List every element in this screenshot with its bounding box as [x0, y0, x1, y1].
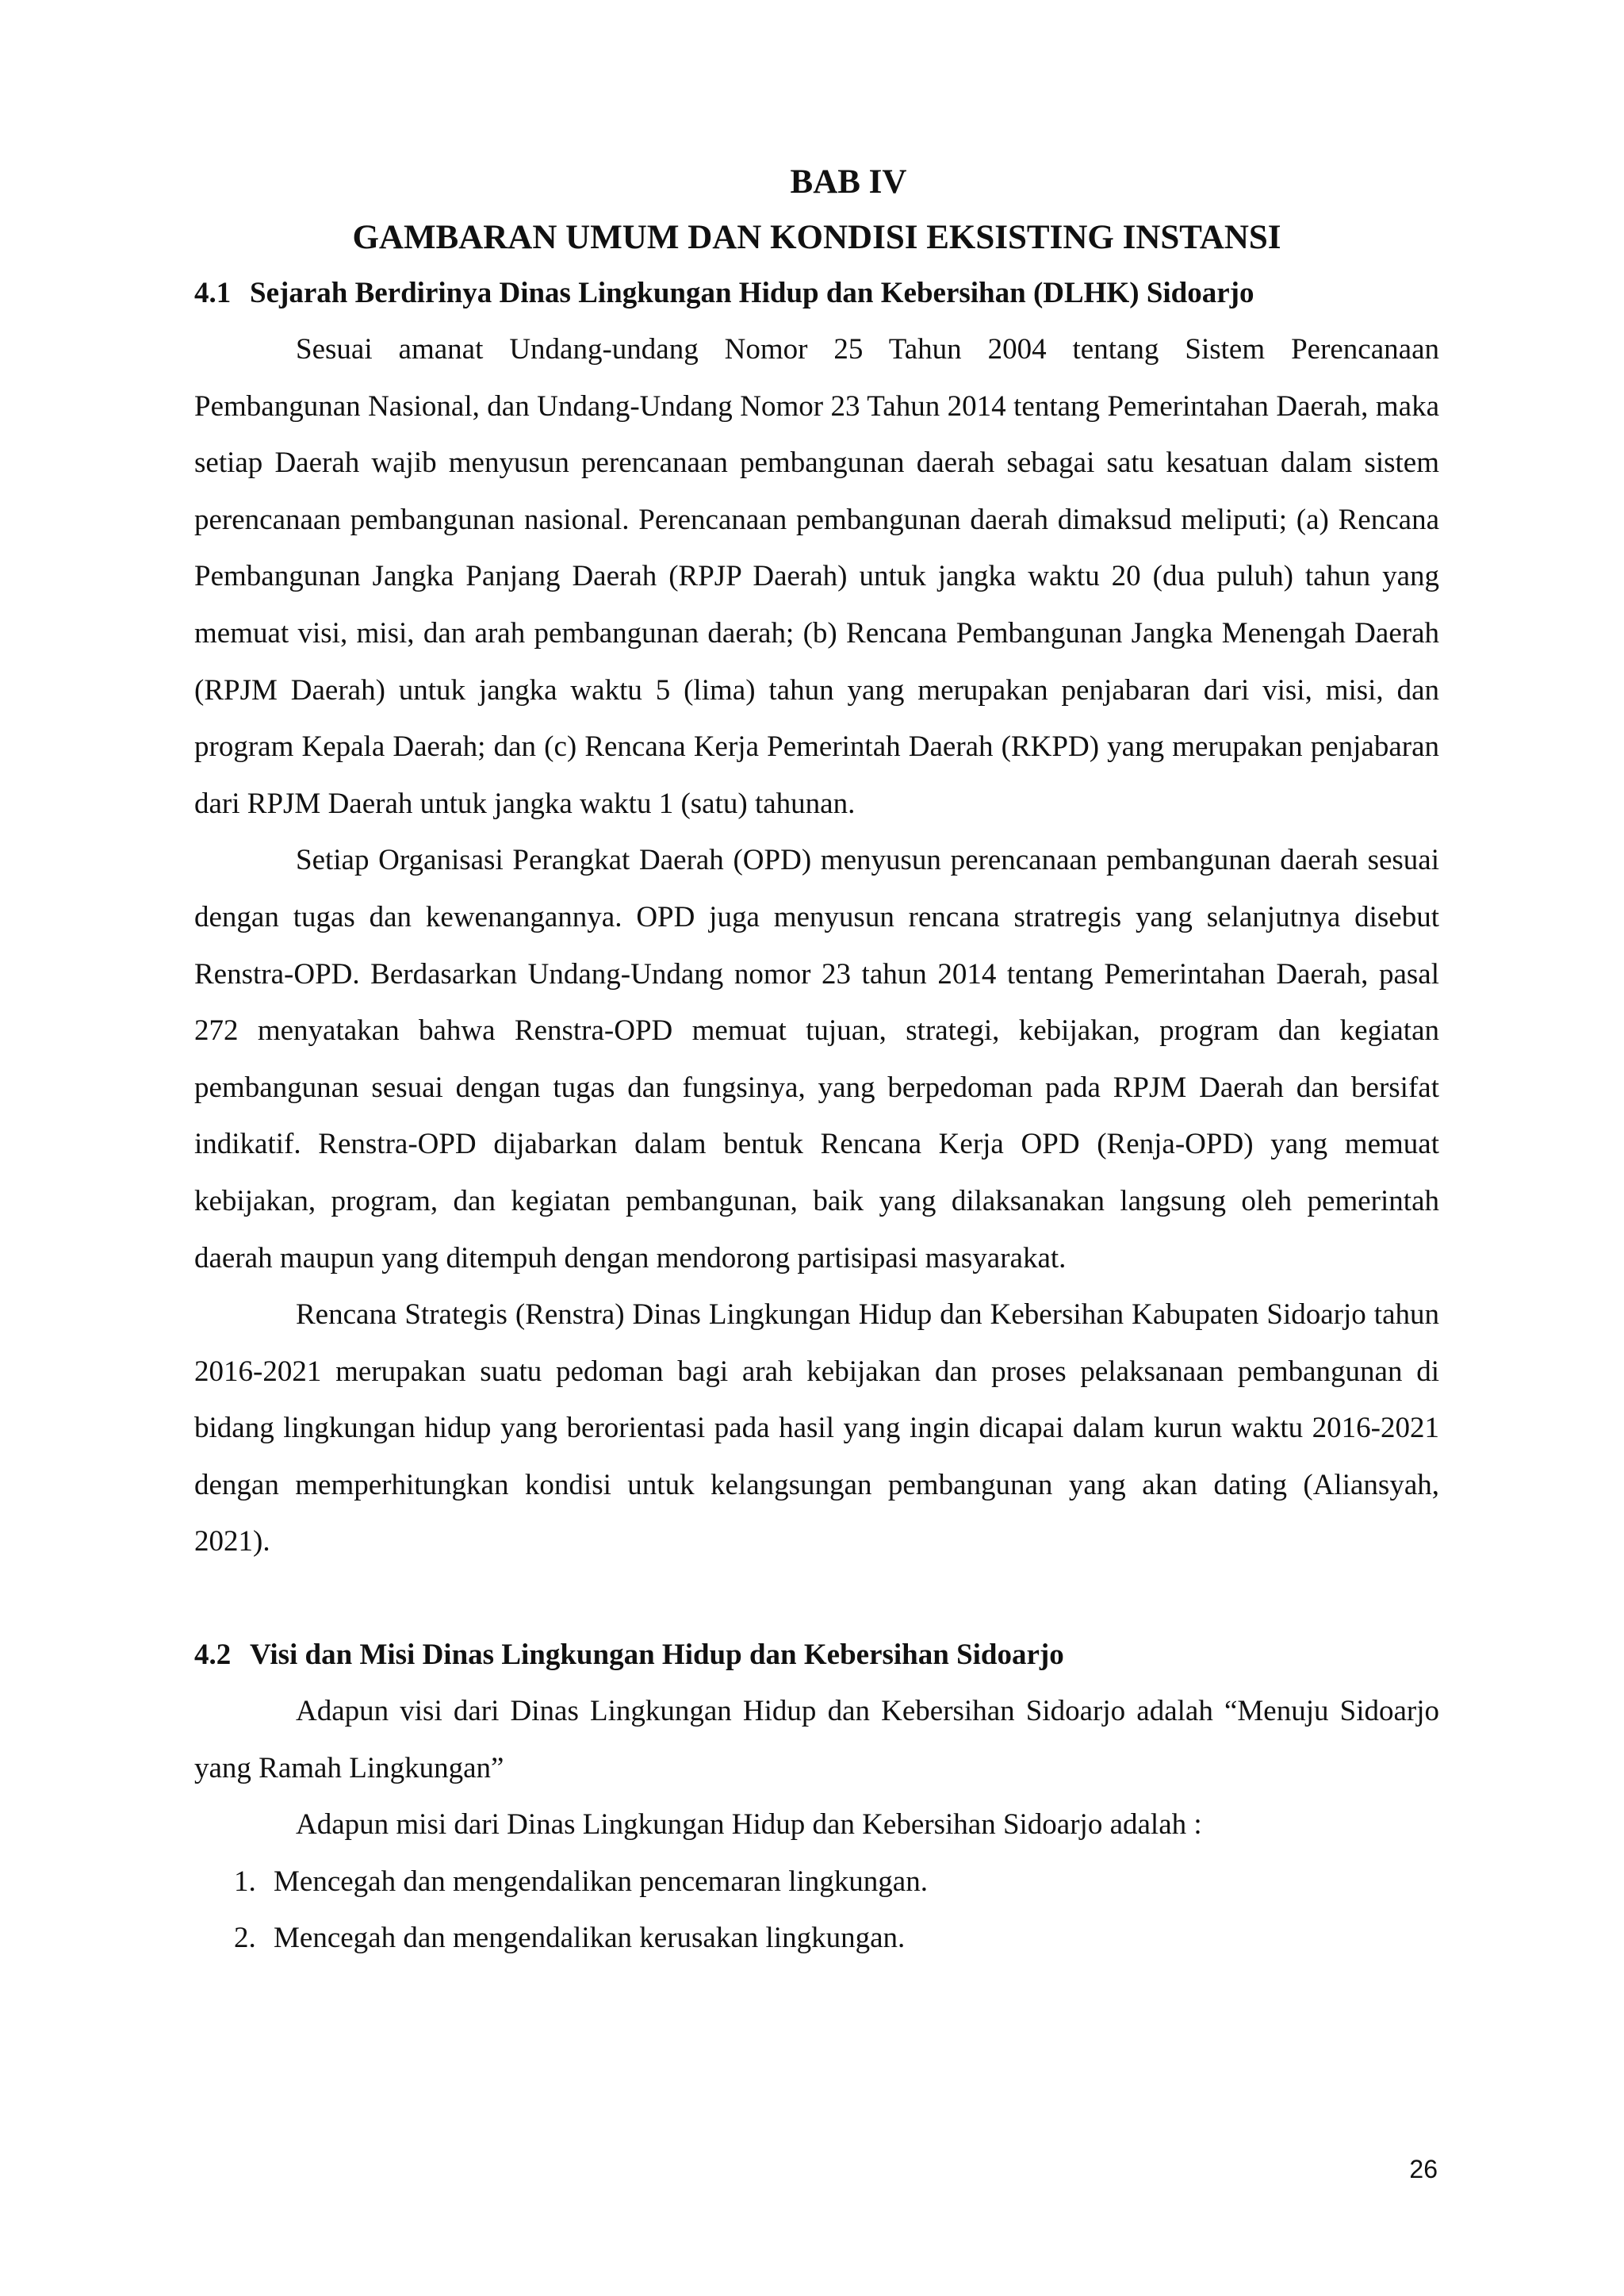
mission-intro: Adapun misi dari Dinas Lingkungan Hidup dan Kebersihan Sidoarjo adalah :	[296, 1808, 1202, 1842]
section-heading-4-1	[194, 266, 1439, 321]
page-number: 26	[1409, 2155, 1438, 2183]
list-item	[194, 1853, 1439, 1911]
list-item-text: Mencegah dan mengendalikan kerusakan lingkungan.	[274, 1922, 906, 1955]
section-title: Visi dan Misi Dinas Lingkungan Hidup dan Kebersihan Sidoarjo	[250, 1639, 1064, 1672]
list-marker: 1.	[234, 1865, 256, 1898]
vision-paragraph: Adapun visi dari Dinas Lingkungan Hidup dan Kebersihan Sidoarjo adalah “Menuju Sidoarjo yang Ramah Lingkungan”	[194, 1695, 1439, 1784]
mission-list	[194, 1853, 1439, 1967]
list-marker: 2.	[234, 1922, 256, 1955]
section-spacer	[194, 1570, 1439, 1627]
paragraph: Sesuai amanat Undang-undang Nomor 25 Tahun 2004 tentang Sistem Perencanaan Pembangunan Nasional, dan Undang-Undang Nomor 23 Tahun 2014 tentang Pemerintahan Daerah, maka setiap Daerah wajib menyusun perencanaan pembangunan daerah sebagai satu kesatuan dalam sistem perencanaan pembangunan nasional. Perencanaan pembangunan daerah dimaksud meliputi; (a) Rencana Pembangunan Jangka Panjang Daerah (RPJP Daerah) untuk jangka waktu 20 (dua puluh) tahun yang memuat visi, misi, dan arah pembangunan daerah; (b) Rencana Pembangunan Jangka Menengah Daerah (RPJM Daerah) untuk jangka waktu 5 (lima) tahun yang merupakan penjabaran dari visi, misi, dan program Kepala Daerah; dan (c) Rencana Kerja Pemerintah Daerah (RKPD) yang merupakan penjabaran dari RPJM Daerah untuk jangka waktu 1 (satu) tahunan.	[194, 333, 1439, 820]
section-heading-4-2	[194, 1627, 1439, 1683]
chapter-title: BAB IV	[790, 163, 907, 201]
list-item	[194, 1910, 1439, 1967]
chapter-subtitle: GAMBARAN UMUM DAN KONDISI EKSISTING INSTANSI	[352, 219, 1281, 256]
document-page	[194, 155, 1439, 1967]
paragraph: Setiap Organisasi Perangkat Daerah (OPD) menyusun perencanaan pembangunan daerah sesuai dengan tugas dan kewenangannya. OPD juga menyusun rencana stratregis yang selanjutnya disebut Renstra-OPD. Berdasarkan Undang-Undang nomor 23 tahun 2014 tentang Pemerintahan Daerah, pasal 272 menyatakan bahwa Renstra-OPD memuat tujuan, strategi, kebijakan, program dan kegiatan pembangunan sesuai dengan tugas dan fungsinya, yang berpedoman pada RPJM Daerah dan bersifat indikatif. Renstra-OPD dijabarkan dalam bentuk Rencana Kerja OPD (Renja-OPD) yang memuat kebijakan, program, dan kegiatan pembangunan, baik yang dilaksanakan langsung oleh pemerintah daerah maupun yang ditempuh dengan mendorong partisipasi masyarakat.	[194, 844, 1439, 1274]
section-number: 4.1	[194, 277, 232, 309]
section-number: 4.2	[194, 1639, 232, 1672]
section-title: Sejarah Berdirinya Dinas Lingkungan Hidup dan Kebersihan (DLHK) Sidoarjo	[250, 277, 1254, 309]
paragraph: Rencana Strategis (Renstra) Dinas Lingkungan Hidup dan Kebersihan Kabupaten Sidoarjo tahun 2016-2021 merupakan suatu pedoman bagi arah kebijakan dan proses pelaksanaan pembangunan di bidang lingkungan hidup yang berorientasi pada hasil yang ingin dicapai dalam kurun waktu 2016-2021 dengan memperhitungkan kondisi untuk kelangsungan pembangunan yang akan dating (Aliansyah, 2021).	[194, 1298, 1439, 1558]
list-item-text: Mencegah dan mengendalikan pencemaran lingkungan.	[274, 1865, 928, 1898]
